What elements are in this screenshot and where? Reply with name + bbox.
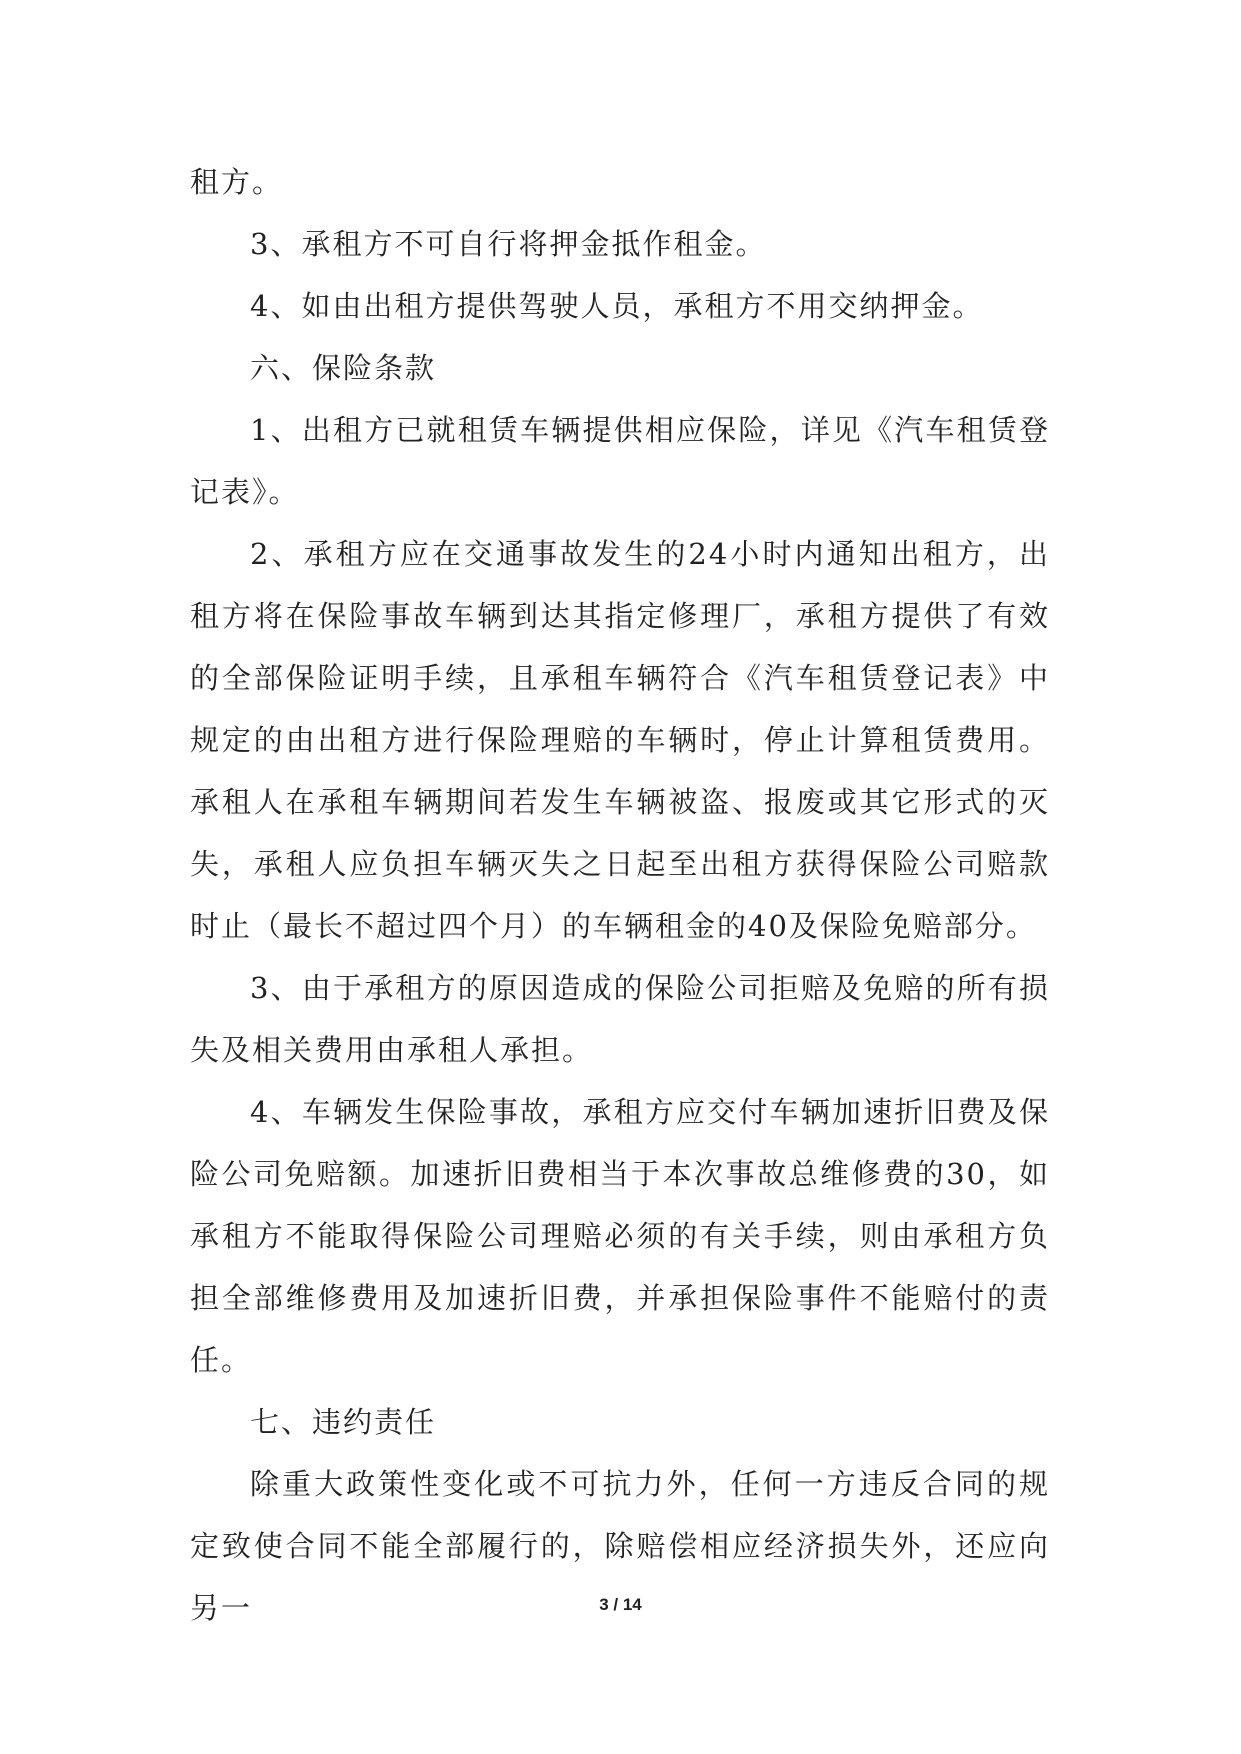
paragraph: 2、承租方应在交通事故发生的24小时内通知出租方，出租方将在保险事故车辆到达其指定修理厂，承租方提供了有效的全部保险证明手续，且承租车辆符合《汽车租赁登记表》中规定的由出租方进行保险理赔的车辆时，停止计算租赁费用。承租人在承租车辆期间若发生车辆被盗、报废或其它形式的灭失，承租人应负担车辆灭失之日起至出租方获得保险公司赔款时止（最长不超过四个月）的车辆租金的40及保险免赔部分。 <box>190 537 1050 943</box>
paragraph: 4、车辆发生保险事故，承租方应交付车辆加速折旧费及保险公司免赔额。加速折旧费相当于本次事故总维修费的30，如承租方不能取得保险公司理赔必须的有关手续，则由承租方负担全部维修费用及加速折旧费，并承担保险事件不能赔付的责任。 <box>190 1095 1050 1377</box>
paragraph: 租方。 <box>190 165 284 199</box>
section-heading: 七、违约责任 <box>250 1405 437 1439</box>
paragraph: 3、由于承租方的原因造成的保险公司拒赔及免赔的所有损失及相关费用由承租人承担。 <box>190 971 1050 1067</box>
paragraph: 3、承租方不可自行将押金抵作租金。 <box>250 227 767 261</box>
paragraph: 除重大政策性变化或不可抗力外，任何一方违反合同的规定致使合同不能全部履行的，除赔偿相应经济损失外，还应向另一 <box>190 1467 1050 1625</box>
page-number: 3 / 14 <box>599 1595 642 1614</box>
document-body <box>190 151 1050 1639</box>
paragraph: 4、如由出租方提供驾驶人员，承租方不用交纳押金。 <box>250 289 984 323</box>
paragraph: 1、出租方已就租赁车辆提供相应保险，详见《汽车租赁登记表》。 <box>190 413 1050 509</box>
section-heading: 六、保险条款 <box>250 351 437 385</box>
